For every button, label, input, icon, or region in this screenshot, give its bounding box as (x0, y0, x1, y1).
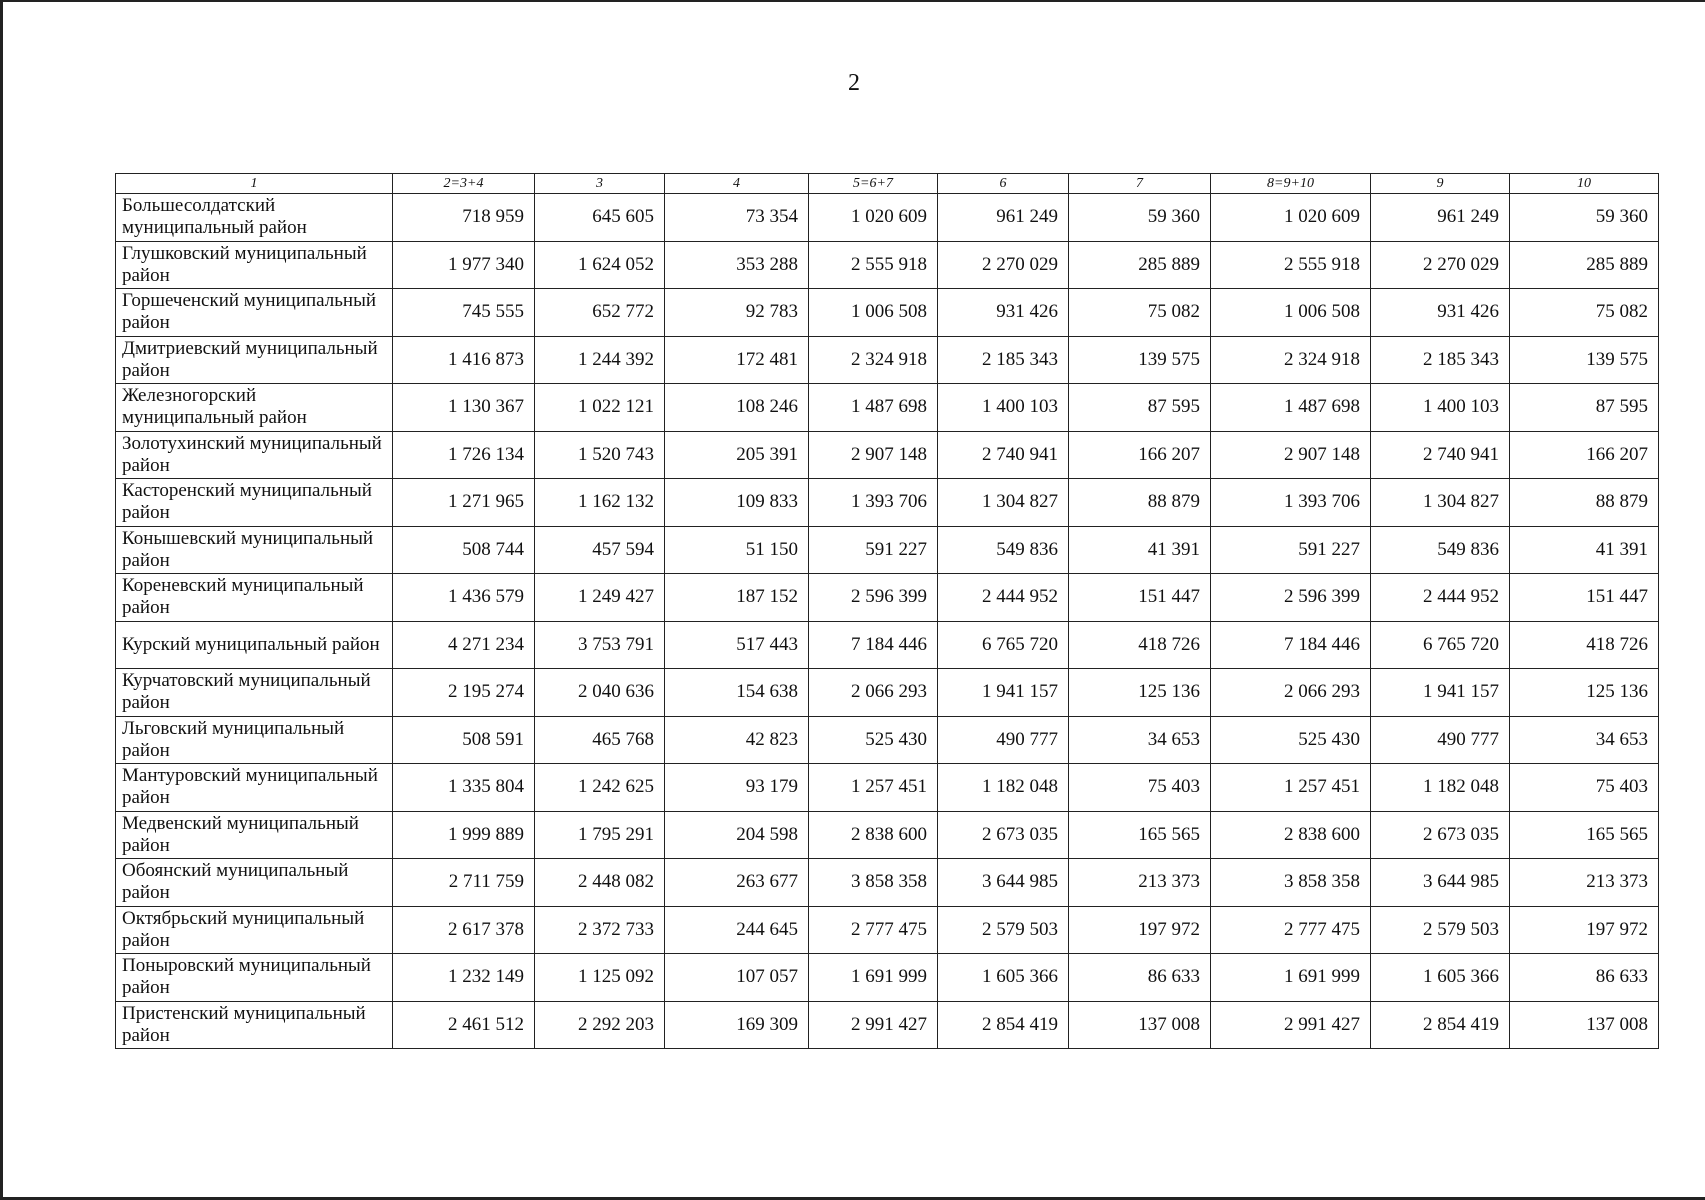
table-row (116, 241, 1659, 289)
value-cell: 59 360 (1069, 194, 1211, 242)
district-name-cell: Пристенский муниципальный район (116, 1001, 393, 1049)
value-cell: 165 565 (1510, 811, 1659, 859)
value-cell: 137 008 (1510, 1001, 1659, 1049)
table-row (116, 526, 1659, 574)
value-cell: 3 644 985 (938, 859, 1069, 907)
value-cell: 1 125 092 (535, 954, 665, 1002)
column-header: 10 (1510, 174, 1659, 194)
value-cell: 2 185 343 (1371, 336, 1510, 384)
value-cell: 1 020 609 (1211, 194, 1371, 242)
value-cell: 418 726 (1069, 621, 1211, 669)
value-cell: 165 565 (1069, 811, 1211, 859)
value-cell: 151 447 (1510, 574, 1659, 622)
value-cell: 745 555 (393, 289, 535, 337)
value-cell: 2 740 941 (938, 431, 1069, 479)
value-cell: 7 184 446 (1211, 621, 1371, 669)
district-name-cell: Конышевский муниципальный район (116, 526, 393, 574)
value-cell: 1 487 698 (809, 384, 938, 432)
value-cell: 75 403 (1510, 764, 1659, 812)
table-row (116, 859, 1659, 907)
value-cell: 508 744 (393, 526, 535, 574)
value-cell: 1 244 392 (535, 336, 665, 384)
value-cell: 87 595 (1510, 384, 1659, 432)
district-name-cell: Октябрьский муниципальный район (116, 906, 393, 954)
value-cell: 2 195 274 (393, 669, 535, 717)
value-cell: 1 257 451 (1211, 764, 1371, 812)
table-row (116, 336, 1659, 384)
district-name-cell: Касторенский муниципальный район (116, 479, 393, 527)
value-cell: 92 783 (665, 289, 809, 337)
value-cell: 1 605 366 (1371, 954, 1510, 1002)
value-cell: 59 360 (1510, 194, 1659, 242)
value-cell: 1 400 103 (938, 384, 1069, 432)
value-cell: 1 520 743 (535, 431, 665, 479)
value-cell: 151 447 (1069, 574, 1211, 622)
value-cell: 166 207 (1069, 431, 1211, 479)
value-cell: 1 006 508 (1211, 289, 1371, 337)
value-cell: 490 777 (1371, 716, 1510, 764)
value-cell: 931 426 (938, 289, 1069, 337)
value-cell: 2 066 293 (1211, 669, 1371, 717)
value-cell: 2 040 636 (535, 669, 665, 717)
district-name-cell: Льговский муниципальный район (116, 716, 393, 764)
value-cell: 1 977 340 (393, 241, 535, 289)
value-cell: 1 304 827 (1371, 479, 1510, 527)
table-row (116, 954, 1659, 1002)
value-cell: 1 436 579 (393, 574, 535, 622)
value-cell: 172 481 (665, 336, 809, 384)
value-cell: 1 271 965 (393, 479, 535, 527)
value-cell: 2 448 082 (535, 859, 665, 907)
value-cell: 1 941 157 (938, 669, 1069, 717)
value-cell: 154 638 (665, 669, 809, 717)
value-cell: 263 677 (665, 859, 809, 907)
value-cell: 525 430 (1211, 716, 1371, 764)
value-cell: 1 393 706 (1211, 479, 1371, 527)
value-cell: 41 391 (1510, 526, 1659, 574)
value-cell: 7 184 446 (809, 621, 938, 669)
value-cell: 2 907 148 (809, 431, 938, 479)
value-cell: 490 777 (938, 716, 1069, 764)
column-header: 2=3+4 (393, 174, 535, 194)
value-cell: 2 854 419 (938, 1001, 1069, 1049)
value-cell: 652 772 (535, 289, 665, 337)
value-cell: 204 598 (665, 811, 809, 859)
district-name-cell: Глушковский муниципальный район (116, 241, 393, 289)
value-cell: 1 624 052 (535, 241, 665, 289)
value-cell: 2 991 427 (809, 1001, 938, 1049)
table-row (116, 574, 1659, 622)
value-cell: 2 617 378 (393, 906, 535, 954)
value-cell: 2 838 600 (809, 811, 938, 859)
column-header: 8=9+10 (1211, 174, 1371, 194)
value-cell: 2 777 475 (809, 906, 938, 954)
value-cell: 73 354 (665, 194, 809, 242)
value-cell: 34 653 (1510, 716, 1659, 764)
value-cell: 1 022 121 (535, 384, 665, 432)
value-cell: 42 823 (665, 716, 809, 764)
district-name-cell: Медвенский муниципальный район (116, 811, 393, 859)
value-cell: 2 444 952 (938, 574, 1069, 622)
value-cell: 549 836 (1371, 526, 1510, 574)
value-cell: 2 711 759 (393, 859, 535, 907)
value-cell: 2 579 503 (1371, 906, 1510, 954)
value-cell: 108 246 (665, 384, 809, 432)
value-cell: 2 555 918 (1211, 241, 1371, 289)
column-header: 7 (1069, 174, 1211, 194)
value-cell: 1 242 625 (535, 764, 665, 812)
value-cell: 961 249 (938, 194, 1069, 242)
value-cell: 86 633 (1510, 954, 1659, 1002)
value-cell: 591 227 (1211, 526, 1371, 574)
value-cell: 2 185 343 (938, 336, 1069, 384)
value-cell: 285 889 (1069, 241, 1211, 289)
value-cell: 197 972 (1069, 906, 1211, 954)
table-row (116, 194, 1659, 242)
value-cell: 1 249 427 (535, 574, 665, 622)
value-cell: 169 309 (665, 1001, 809, 1049)
table-row (116, 764, 1659, 812)
value-cell: 3 858 358 (809, 859, 938, 907)
value-cell: 6 765 720 (938, 621, 1069, 669)
district-name-cell: Дмитриевский муниципальный район (116, 336, 393, 384)
value-cell: 1 795 291 (535, 811, 665, 859)
table-row (116, 384, 1659, 432)
value-cell: 86 633 (1069, 954, 1211, 1002)
value-cell: 1 941 157 (1371, 669, 1510, 717)
table-row (116, 431, 1659, 479)
district-name-cell: Большесолдатский муниципальный район (116, 194, 393, 242)
value-cell: 2 579 503 (938, 906, 1069, 954)
value-cell: 1 416 873 (393, 336, 535, 384)
table-row (116, 621, 1659, 669)
district-name-cell: Курчатовский муниципальный район (116, 669, 393, 717)
value-cell: 75 082 (1069, 289, 1211, 337)
value-cell: 2 324 918 (809, 336, 938, 384)
value-cell: 1 182 048 (1371, 764, 1510, 812)
value-cell: 34 653 (1069, 716, 1211, 764)
value-cell: 931 426 (1371, 289, 1510, 337)
table-row (116, 1001, 1659, 1049)
value-cell: 517 443 (665, 621, 809, 669)
value-cell: 285 889 (1510, 241, 1659, 289)
district-name-cell: Железногорский муниципальный район (116, 384, 393, 432)
value-cell: 2 777 475 (1211, 906, 1371, 954)
value-cell: 2 838 600 (1211, 811, 1371, 859)
value-cell: 2 292 203 (535, 1001, 665, 1049)
value-cell: 93 179 (665, 764, 809, 812)
value-cell: 508 591 (393, 716, 535, 764)
value-cell: 197 972 (1510, 906, 1659, 954)
value-cell: 1 691 999 (809, 954, 938, 1002)
value-cell: 87 595 (1069, 384, 1211, 432)
value-cell: 1 726 134 (393, 431, 535, 479)
value-cell: 205 391 (665, 431, 809, 479)
value-cell: 1 162 132 (535, 479, 665, 527)
district-name-cell: Золотухинский муниципальный район (116, 431, 393, 479)
value-cell: 418 726 (1510, 621, 1659, 669)
value-cell: 2 991 427 (1211, 1001, 1371, 1049)
value-cell: 213 373 (1069, 859, 1211, 907)
value-cell: 2 596 399 (809, 574, 938, 622)
value-cell: 1 130 367 (393, 384, 535, 432)
value-cell: 2 270 029 (938, 241, 1069, 289)
value-cell: 2 907 148 (1211, 431, 1371, 479)
table-row (116, 479, 1659, 527)
value-cell: 41 391 (1069, 526, 1211, 574)
value-cell: 213 373 (1510, 859, 1659, 907)
district-name-cell: Мантуровский муниципальный район (116, 764, 393, 812)
value-cell: 2 444 952 (1371, 574, 1510, 622)
value-cell: 109 833 (665, 479, 809, 527)
value-cell: 2 324 918 (1211, 336, 1371, 384)
value-cell: 88 879 (1069, 479, 1211, 527)
table-row (116, 811, 1659, 859)
value-cell: 2 854 419 (1371, 1001, 1510, 1049)
value-cell: 1 232 149 (393, 954, 535, 1002)
budget-table (115, 173, 1659, 1049)
value-cell: 75 082 (1510, 289, 1659, 337)
value-cell: 125 136 (1069, 669, 1211, 717)
value-cell: 2 596 399 (1211, 574, 1371, 622)
value-cell: 465 768 (535, 716, 665, 764)
value-cell: 1 020 609 (809, 194, 938, 242)
table-row (116, 669, 1659, 717)
table-row (116, 906, 1659, 954)
value-cell: 139 575 (1510, 336, 1659, 384)
value-cell: 1 006 508 (809, 289, 938, 337)
value-cell: 718 959 (393, 194, 535, 242)
value-cell: 457 594 (535, 526, 665, 574)
table-body (116, 194, 1659, 1049)
column-header: 4 (665, 174, 809, 194)
value-cell: 139 575 (1069, 336, 1211, 384)
value-cell: 1 691 999 (1211, 954, 1371, 1002)
value-cell: 88 879 (1510, 479, 1659, 527)
value-cell: 2 673 035 (938, 811, 1069, 859)
value-cell: 2 673 035 (1371, 811, 1510, 859)
value-cell: 549 836 (938, 526, 1069, 574)
value-cell: 2 066 293 (809, 669, 938, 717)
value-cell: 2 270 029 (1371, 241, 1510, 289)
value-cell: 1 335 804 (393, 764, 535, 812)
value-cell: 1 400 103 (1371, 384, 1510, 432)
value-cell: 3 858 358 (1211, 859, 1371, 907)
column-header: 1 (116, 174, 393, 194)
table-header-row (116, 174, 1659, 194)
district-name-cell: Обоянский муниципальный район (116, 859, 393, 907)
value-cell: 4 271 234 (393, 621, 535, 669)
column-header: 9 (1371, 174, 1510, 194)
district-name-cell: Поныровский муниципальный район (116, 954, 393, 1002)
value-cell: 1 257 451 (809, 764, 938, 812)
value-cell: 51 150 (665, 526, 809, 574)
value-cell: 75 403 (1069, 764, 1211, 812)
value-cell: 137 008 (1069, 1001, 1211, 1049)
value-cell: 187 152 (665, 574, 809, 622)
value-cell: 2 555 918 (809, 241, 938, 289)
value-cell: 1 393 706 (809, 479, 938, 527)
value-cell: 1 999 889 (393, 811, 535, 859)
value-cell: 645 605 (535, 194, 665, 242)
value-cell: 166 207 (1510, 431, 1659, 479)
value-cell: 107 057 (665, 954, 809, 1002)
value-cell: 525 430 (809, 716, 938, 764)
table-row (116, 289, 1659, 337)
value-cell: 3 753 791 (535, 621, 665, 669)
value-cell: 125 136 (1510, 669, 1659, 717)
value-cell: 2 461 512 (393, 1001, 535, 1049)
column-header: 5=6+7 (809, 174, 938, 194)
district-name-cell: Горшеченский муниципальный район (116, 289, 393, 337)
page-number: 2 (848, 70, 860, 96)
value-cell: 353 288 (665, 241, 809, 289)
value-cell: 1 605 366 (938, 954, 1069, 1002)
district-name-cell: Курский муниципальный район (116, 621, 393, 669)
value-cell: 244 645 (665, 906, 809, 954)
value-cell: 1 304 827 (938, 479, 1069, 527)
value-cell: 2 372 733 (535, 906, 665, 954)
value-cell: 2 740 941 (1371, 431, 1510, 479)
column-header: 3 (535, 174, 665, 194)
value-cell: 591 227 (809, 526, 938, 574)
column-header: 6 (938, 174, 1069, 194)
value-cell: 961 249 (1371, 194, 1510, 242)
district-name-cell: Кореневский муниципальный район (116, 574, 393, 622)
value-cell: 3 644 985 (1371, 859, 1510, 907)
value-cell: 6 765 720 (1371, 621, 1510, 669)
value-cell: 1 182 048 (938, 764, 1069, 812)
table-row (116, 716, 1659, 764)
value-cell: 1 487 698 (1211, 384, 1371, 432)
